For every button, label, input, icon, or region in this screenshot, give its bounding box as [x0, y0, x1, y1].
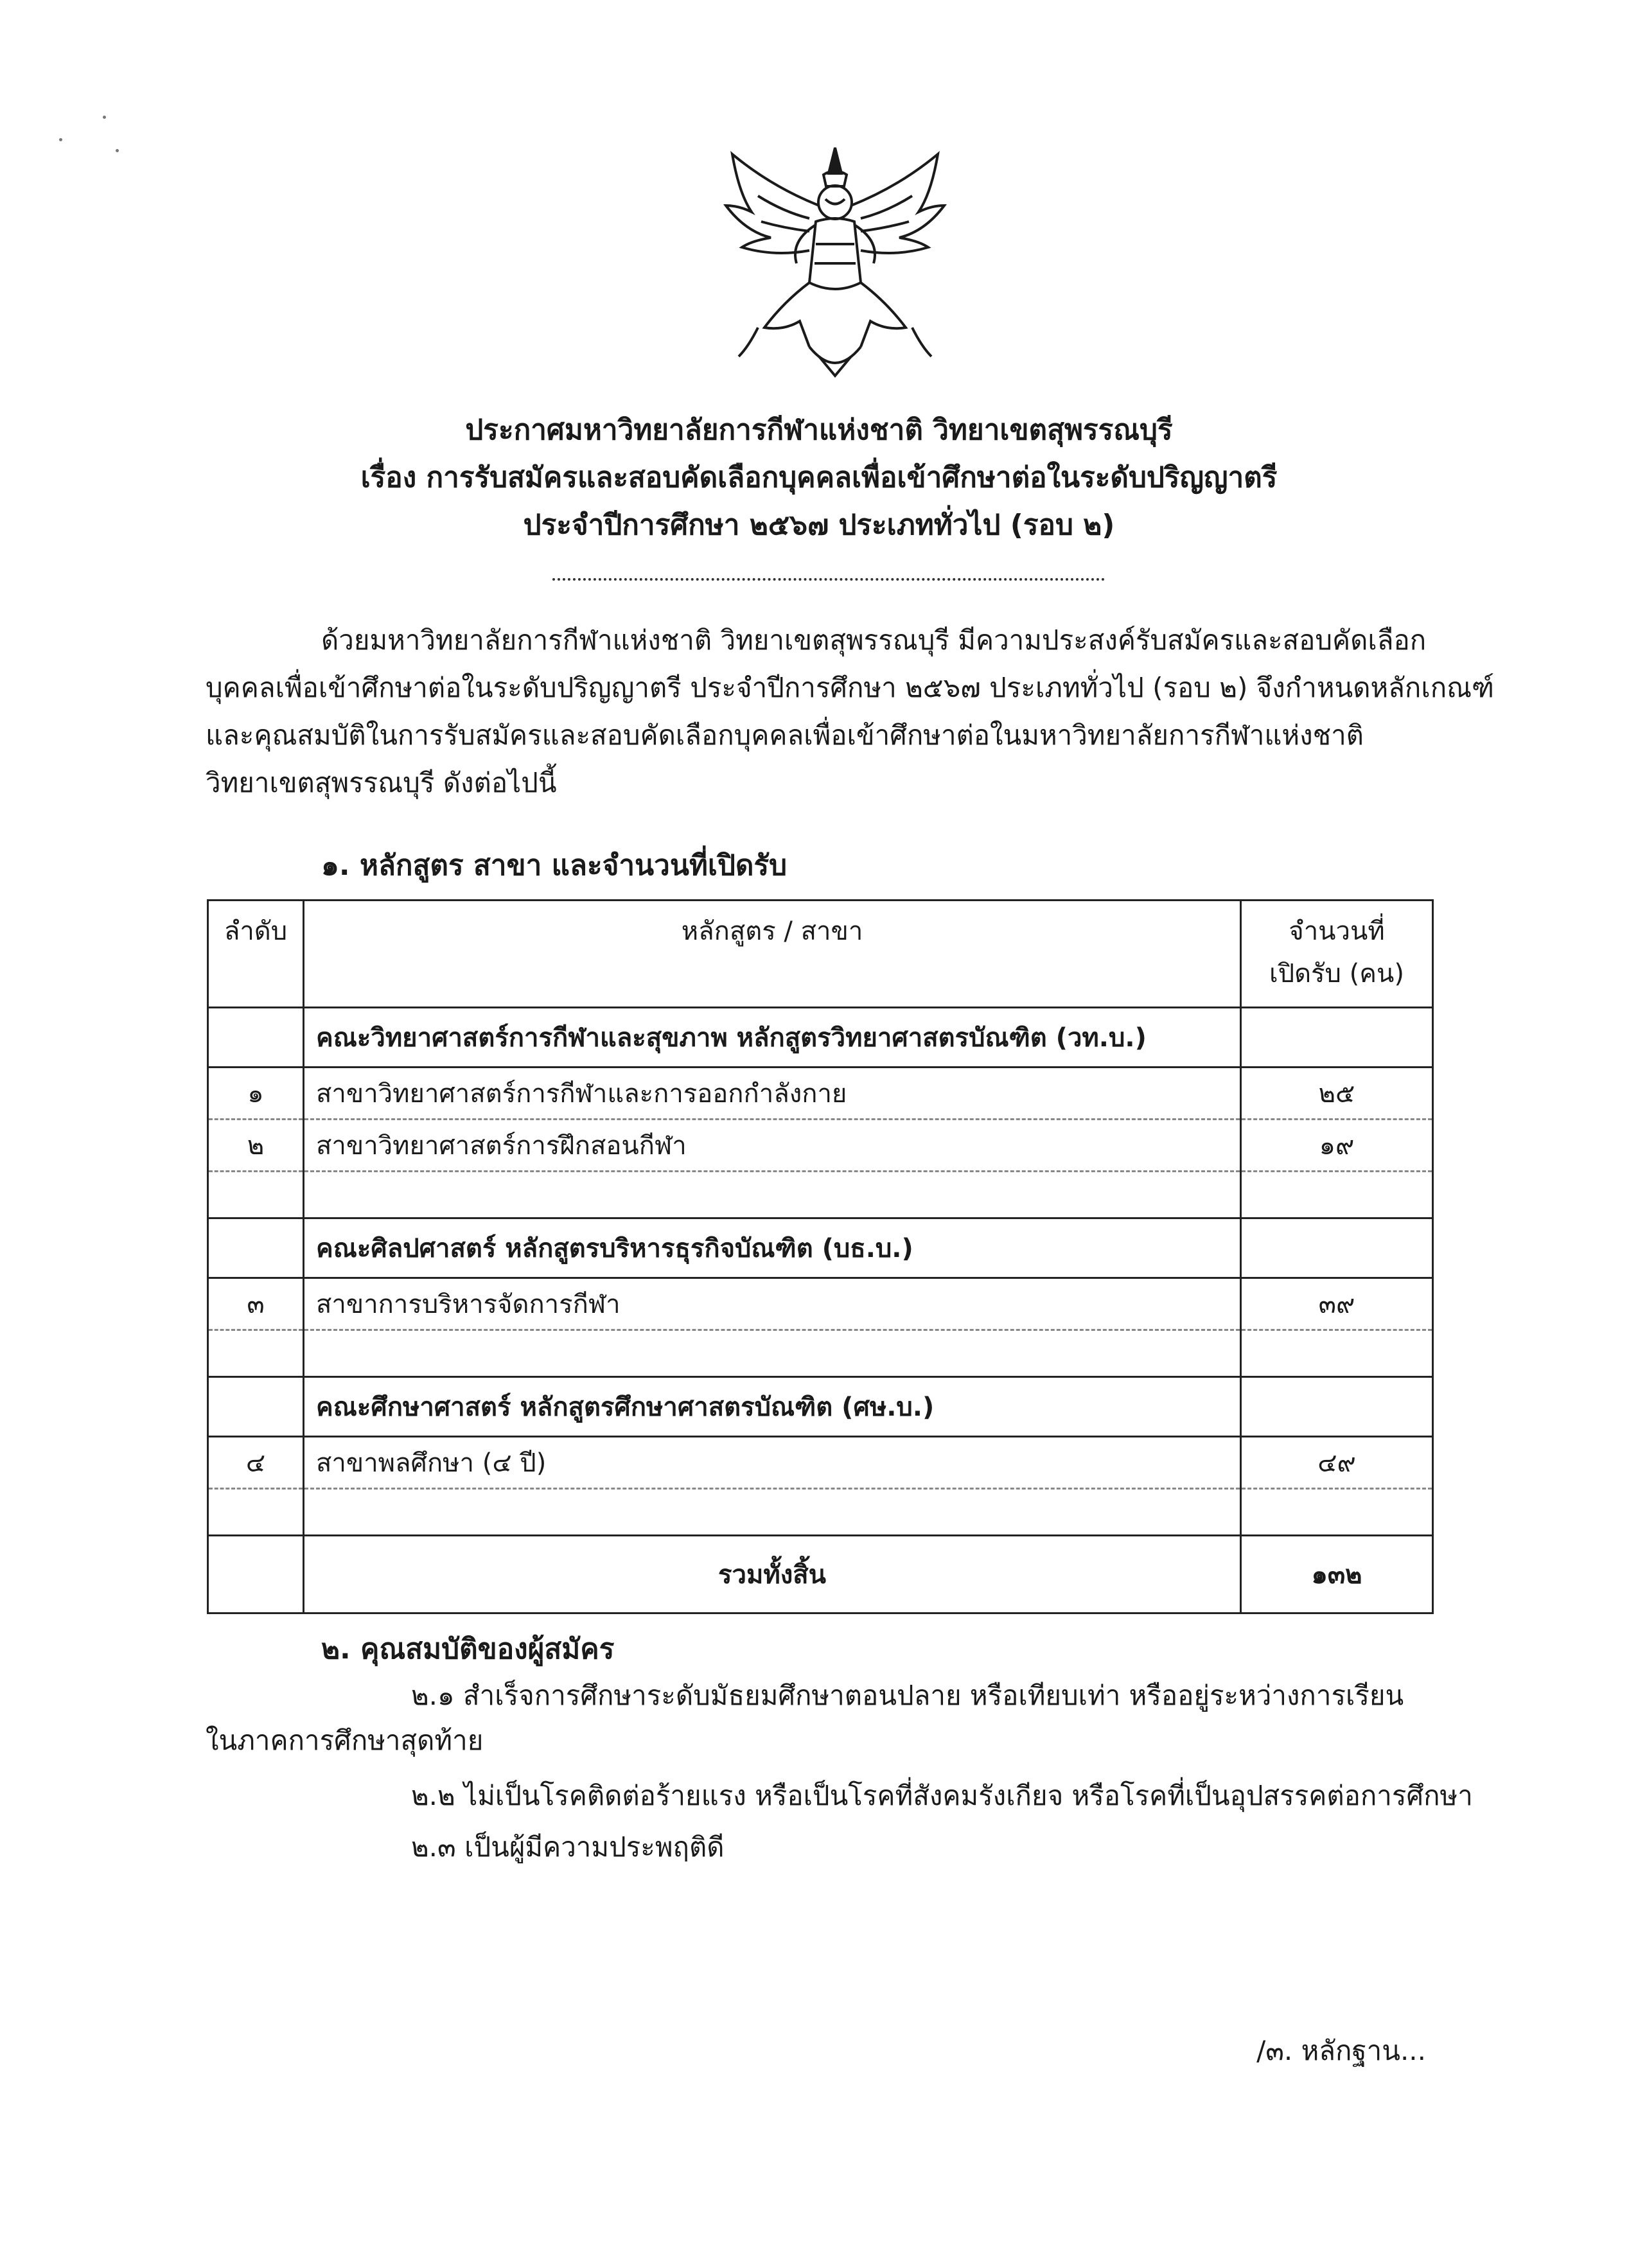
col-count-header [1241, 901, 1433, 1008]
program-name: สาขาการบริหารจัดการกีฬา [304, 1278, 1241, 1330]
total-count: ๑๓๒ [1241, 1536, 1433, 1613]
dotted-separator [552, 578, 1105, 581]
intro-line: บุคคลเพื่อเข้าศึกษาต่อในระดับปริญญาตรี ประจำปีการศึกษา ๒๕๖๗ ประเภททั่วไป (รอบ ๒) จึงกำหนดหลักเกณฑ์ [206, 672, 1494, 703]
row-no: ๓ [208, 1278, 304, 1330]
scan-speck [59, 138, 62, 141]
program-count: ๑๙ [1241, 1120, 1433, 1172]
col-count-header-line: เปิดรับ (คน) [1269, 959, 1404, 989]
announcement-subject: เรื่อง การรับสมัครและสอบคัดเลือกบุคคลเพื่อเข้าศึกษาต่อในระดับปริญญาตรี [360, 461, 1278, 494]
faculty-name: คณะศิลปศาสตร์ หลักสูตรบริหารธุรกิจบัณฑิต (บธ.บ.) [304, 1218, 1241, 1278]
page-continuation: /๓. หลักฐาน... [1256, 2035, 1426, 2066]
scan-speck [116, 149, 119, 152]
scan-speck [103, 116, 106, 119]
qualification-item: ๒.๓ เป็นผู้มีความประพฤติดี [411, 1831, 725, 1863]
row-no: ๔ [208, 1437, 304, 1489]
table-row [208, 1437, 1433, 1489]
qualification-item-continuation: ในภาคการศึกษาสุดท้าย [206, 1725, 484, 1756]
garuda-emblem-icon [713, 135, 957, 385]
table-header-row [208, 901, 1433, 1008]
intro-line: และคุณสมบัติในการรับสมัครและสอบคัดเลือกบุคคลเพื่อเข้าศึกษาต่อในมหาวิทยาลัยการกีฬาแห่งชาติ [206, 719, 1364, 751]
program-count: ๔๙ [1241, 1437, 1433, 1489]
intro-line: วิทยาเขตสุพรรณบุรี ดังต่อไปนี้ [206, 767, 557, 798]
intro-paragraph [206, 617, 1494, 807]
total-label: รวมทั้งสิ้น [304, 1536, 1241, 1613]
col-no-header: ลำดับ [208, 901, 304, 1008]
announcement-title: ประกาศมหาวิทยาลัยการกีฬาแห่งชาติ วิทยาเขตสุพรรณบุรี [465, 414, 1173, 446]
faculty-name: คณะวิทยาศาสตร์การกีฬาและสุขภาพ หลักสูตรวิทยาศาสตรบัณฑิต (วท.บ.) [304, 1008, 1241, 1068]
qualification-item: ๒.๑ สำเร็จการศึกษาระดับมัธยมศึกษาตอนปลาย หรือเทียบเท่า หรืออยู่ระหว่างการเรียน [411, 1680, 1404, 1711]
section2-heading: ๒. คุณสมบัติของผู้สมัคร [321, 1633, 615, 1666]
table-row [208, 1068, 1433, 1120]
section1-heading: ๑. หลักสูตร สาขา และจำนวนที่เปิดรับ [321, 849, 788, 882]
faculty-row [208, 1377, 1433, 1437]
program-count: ๒๕ [1241, 1068, 1433, 1120]
col-count-header-line: จำนวนที่ [1289, 917, 1385, 946]
program-count: ๓๙ [1241, 1278, 1433, 1330]
table-blank-row [208, 1489, 1433, 1536]
announcement-year: ประจำปีการศึกษา ๒๕๖๗ ประเภททั่วไป (รอบ ๒) [523, 509, 1115, 541]
program-table [207, 899, 1434, 1614]
faculty-row [208, 1218, 1433, 1278]
program-name: สาขาวิทยาศาสตร์การกีฬาและการออกกำลังกาย [304, 1068, 1241, 1120]
faculty-row [208, 1008, 1433, 1068]
row-no: ๑ [208, 1068, 304, 1120]
table-blank-row [208, 1330, 1433, 1377]
intro-line: ด้วยมหาวิทยาลัยการกีฬาแห่งชาติ วิทยาเขตสุพรรณบุรี มีความประสงค์รับสมัครและสอบคัดเลือก [321, 624, 1427, 656]
qualification-item: ๒.๒ ไม่เป็นโรคติดต่อร้ายแรง หรือเป็นโรคที่สังคมรังเกียจ หรือโรคที่เป็นอุปสรรคต่อการศึกษา [411, 1780, 1473, 1811]
table-row [208, 1278, 1433, 1330]
row-no: ๒ [208, 1120, 304, 1172]
table-total-row [208, 1536, 1433, 1613]
table-row [208, 1120, 1433, 1172]
program-name: สาขาพลศึกษา (๔ ปี) [304, 1437, 1241, 1489]
program-name: สาขาวิทยาศาสตร์การฝึกสอนกีฬา [304, 1120, 1241, 1172]
table-blank-row [208, 1172, 1433, 1218]
col-program-header: หลักสูตร / สาขา [304, 901, 1241, 1008]
faculty-name: คณะศึกษาศาสตร์ หลักสูตรศึกษาศาสตรบัณฑิต (ศษ.บ.) [304, 1377, 1241, 1437]
